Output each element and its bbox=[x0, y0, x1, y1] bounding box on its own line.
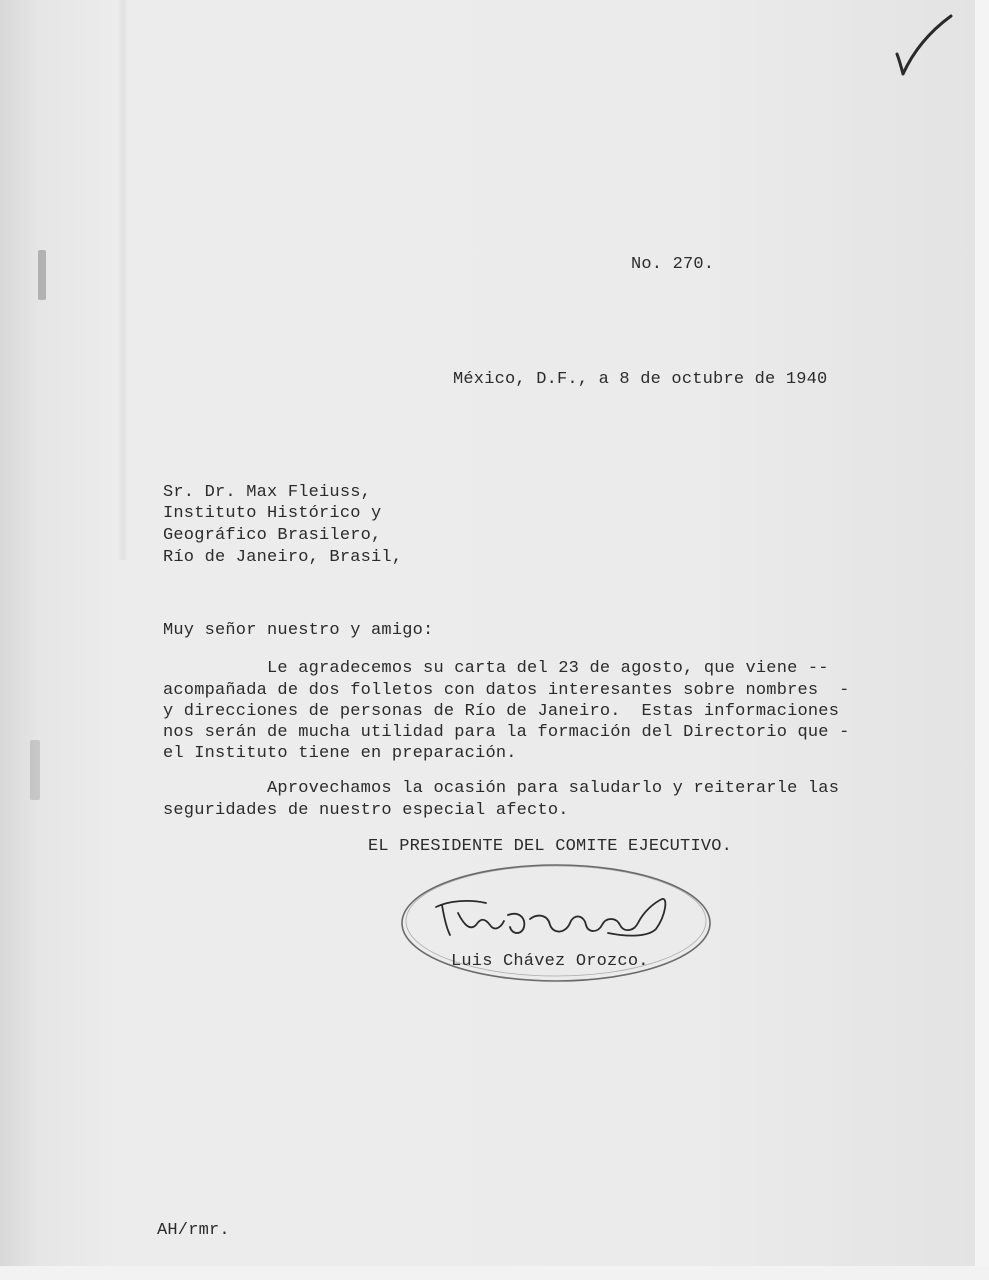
date-line: México, D.F., a 8 de octubre de 1940 bbox=[453, 370, 828, 389]
body-line: y direcciones de personas de Río de Janeiro. Estas informaciones bbox=[163, 702, 840, 721]
recipient-line: Geográfico Brasilero, bbox=[163, 526, 382, 545]
scan-border-bottom bbox=[0, 1266, 989, 1280]
letter-number: No. 270. bbox=[631, 255, 715, 274]
body-line: el Instituto tiene en preparación. bbox=[163, 744, 517, 763]
recipient-line: Sr. Dr. Max Fleiuss, bbox=[163, 483, 372, 502]
body-line: acompañada de dos folletos con datos interesantes sobre nombres - bbox=[163, 681, 850, 700]
margin-mark bbox=[30, 740, 40, 800]
fold-shadow bbox=[118, 0, 128, 560]
salutation: Muy señor nuestro y amigo: bbox=[163, 621, 434, 640]
staple-mark bbox=[38, 250, 46, 300]
body-line: seguridades de nuestro especial afecto. bbox=[163, 801, 569, 820]
body-line: Le agradecemos su carta del 23 de agosto, que viene -- bbox=[163, 659, 829, 678]
signer-name: Luis Chávez Orozco. bbox=[451, 952, 649, 971]
body-line: nos serán de mucha utilidad para la formación del Directorio que - bbox=[163, 723, 850, 742]
scan-border-right bbox=[975, 0, 989, 1280]
signature-title: EL PRESIDENTE DEL COMITE EJECUTIVO. bbox=[368, 837, 733, 856]
recipient-line: Instituto Histórico y bbox=[163, 504, 382, 523]
body-line: Aprovechamos la ocasión para saludarlo y reiterarle las bbox=[163, 779, 840, 798]
checkmark-icon bbox=[893, 12, 955, 78]
recipient-line: Río de Janeiro, Brasil, bbox=[163, 548, 403, 567]
reference-initials: AH/rmr. bbox=[157, 1221, 230, 1240]
